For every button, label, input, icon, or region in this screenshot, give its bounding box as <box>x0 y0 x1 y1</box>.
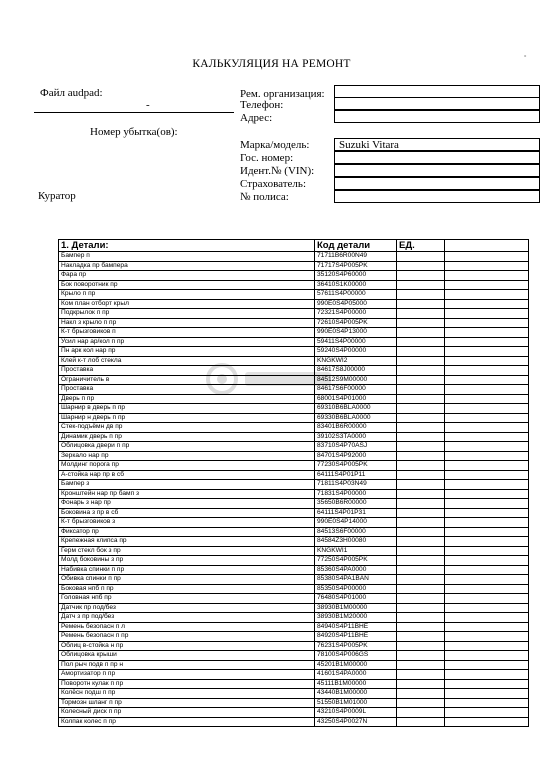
part-code-cell: 83401B6R00000 <box>315 423 397 433</box>
part-code-cell: 68001S4P01000 <box>315 394 397 404</box>
table-row <box>59 375 529 385</box>
part-name-cell: Фара пр <box>59 271 315 281</box>
insured-label: Страхователь: <box>240 178 306 190</box>
table-row <box>59 537 529 547</box>
part-name-cell: Облиц в-стойка н пр <box>59 641 315 651</box>
part-name-cell: Проставка <box>59 385 315 395</box>
table-row <box>59 651 529 661</box>
unit-cell <box>397 442 445 452</box>
extra-cell <box>445 252 529 262</box>
part-code-cell: 84701S4P92000 <box>315 451 397 461</box>
table-row <box>59 366 529 376</box>
table-row <box>59 451 529 461</box>
unit-cell <box>397 451 445 461</box>
extra-cell <box>445 546 529 556</box>
extra-cell <box>445 698 529 708</box>
unit-cell <box>397 356 445 366</box>
extra-cell <box>445 470 529 480</box>
part-name-cell: Молд боковины з пр <box>59 556 315 566</box>
table-row <box>59 556 529 566</box>
unit-cell <box>397 366 445 376</box>
part-name-cell: Ремень безопасн п пр <box>59 632 315 642</box>
extra-cell <box>445 423 529 433</box>
unit-cell <box>397 347 445 357</box>
unit-cell <box>397 271 445 281</box>
part-code-cell: 43440B1M00000 <box>315 689 397 699</box>
part-code-cell: 64111S4P01P11 <box>315 470 397 480</box>
part-code-cell: 38930B1M00000 <box>315 603 397 613</box>
extra-cell <box>445 280 529 290</box>
part-code-cell: 76480S4P01000 <box>315 594 397 604</box>
unit-cell <box>397 518 445 528</box>
header-part-code: Код детали <box>315 240 397 252</box>
extra-cell <box>445 318 529 328</box>
unit-cell <box>397 641 445 651</box>
table-row <box>59 489 529 499</box>
table-row <box>59 261 529 271</box>
part-name-cell: Кронштейн нар пр бамп з <box>59 489 315 499</box>
unit-cell <box>397 537 445 547</box>
part-code-cell: 85350S4P00000 <box>315 584 397 594</box>
unit-cell <box>397 698 445 708</box>
unit-cell <box>397 337 445 347</box>
part-code-cell: 69310B6BLA0000 <box>315 404 397 414</box>
part-code-cell: 84920S4P11BHE <box>315 632 397 642</box>
table-row <box>59 499 529 509</box>
unit-cell <box>397 290 445 300</box>
page-mark: ° <box>524 55 527 61</box>
table-row <box>59 413 529 423</box>
extra-cell <box>445 299 529 309</box>
extra-cell <box>445 461 529 471</box>
part-name-cell: Пол рыч подв п пр н <box>59 660 315 670</box>
extra-cell <box>445 717 529 727</box>
table-row <box>59 280 529 290</box>
part-name-cell: Фиксатор пр <box>59 527 315 537</box>
part-name-cell: Обивка спинки п пр <box>59 575 315 585</box>
table-row <box>59 660 529 670</box>
table-row <box>59 698 529 708</box>
extra-cell <box>445 337 529 347</box>
part-name-cell: Поворотн кулак п пр <box>59 679 315 689</box>
unit-cell <box>397 660 445 670</box>
extra-cell <box>445 556 529 566</box>
part-code-cell: 36410S1K00000 <box>315 280 397 290</box>
address-field[interactable] <box>334 110 540 123</box>
extra-cell <box>445 413 529 423</box>
part-code-cell: 64111S4P01P31 <box>315 508 397 518</box>
table-row <box>59 708 529 718</box>
part-name-cell: К-т брызговиков з <box>59 518 315 528</box>
part-name-cell: Бок поворотник пр <box>59 280 315 290</box>
table-row <box>59 584 529 594</box>
part-code-cell: 84513S6F00000 <box>315 527 397 537</box>
part-code-cell: 990E0S4P05000 <box>315 299 397 309</box>
part-code-cell: 71811S4P03N49 <box>315 480 397 490</box>
table-row <box>59 432 529 442</box>
header-unit: ЕД. <box>397 240 445 252</box>
part-code-cell: 59411S4P00000 <box>315 337 397 347</box>
table-row <box>59 603 529 613</box>
part-name-cell: Зеркало нар пр <box>59 451 315 461</box>
extra-cell <box>445 565 529 575</box>
part-code-cell: 990E0S4P14000 <box>315 518 397 528</box>
table-row <box>59 717 529 727</box>
part-name-cell: Накл з крыло п пр <box>59 318 315 328</box>
part-code-cell: 71717S4P005PK <box>315 261 397 271</box>
unit-cell <box>397 299 445 309</box>
unit-cell <box>397 632 445 642</box>
part-name-cell: Стек-подъёмн дв пр <box>59 423 315 433</box>
part-name-cell: Подкрылок п пр <box>59 309 315 319</box>
extra-cell <box>445 432 529 442</box>
part-name-cell: Пн арк кол нар пр <box>59 347 315 357</box>
part-code-cell: 71711B6R00N49 <box>315 252 397 262</box>
unit-cell <box>397 603 445 613</box>
extra-cell <box>445 660 529 670</box>
table-row <box>59 299 529 309</box>
part-code-cell: 990E0S4P13000 <box>315 328 397 338</box>
part-code-cell: 72610S4P005PK <box>315 318 397 328</box>
table-header-row <box>59 240 529 252</box>
table-row <box>59 518 529 528</box>
table-row <box>59 641 529 651</box>
unit-cell <box>397 261 445 271</box>
unit-cell <box>397 461 445 471</box>
extra-cell <box>445 271 529 281</box>
part-name-cell: Молдинг порога пр <box>59 461 315 471</box>
extra-cell <box>445 451 529 461</box>
model-label: Марка/модель: <box>240 139 310 151</box>
part-code-cell: 78100S4P006GS <box>315 651 397 661</box>
part-code-cell: KNGKWI2 <box>315 356 397 366</box>
part-name-cell: Проставка <box>59 366 315 376</box>
unit-cell <box>397 565 445 575</box>
part-code-cell: 72321S4P00000 <box>315 309 397 319</box>
part-name-cell: Крыло п пр <box>59 290 315 300</box>
part-name-cell: Клей к-т лоб стекла <box>59 356 315 366</box>
unit-cell <box>397 252 445 262</box>
part-name-cell: Дверь п пр <box>59 394 315 404</box>
part-code-cell: 45111B1M00000 <box>315 679 397 689</box>
part-code-cell: 51550B1M01000 <box>315 698 397 708</box>
unit-cell <box>397 556 445 566</box>
extra-cell <box>445 356 529 366</box>
unit-cell <box>397 328 445 338</box>
unit-cell <box>397 527 445 537</box>
unit-cell <box>397 404 445 414</box>
part-name-cell: Набивка спинки п пр <box>59 565 315 575</box>
parts-table-body <box>59 252 529 727</box>
part-code-cell: 84940S4P11BHE <box>315 622 397 632</box>
file-value: - <box>146 99 150 111</box>
extra-cell <box>445 394 529 404</box>
unit-cell <box>397 584 445 594</box>
extra-cell <box>445 641 529 651</box>
plate-label: Гос. номер: <box>240 152 294 164</box>
extra-cell <box>445 309 529 319</box>
part-name-cell: Облицовка крыши <box>59 651 315 661</box>
unit-cell <box>397 423 445 433</box>
part-code-cell: 57611S4P00000 <box>315 290 397 300</box>
part-name-cell: Облицовка двери п пр <box>59 442 315 452</box>
part-name-cell: А-стойка нар пр в сб <box>59 470 315 480</box>
extra-cell <box>445 575 529 585</box>
table-row <box>59 527 529 537</box>
extra-cell <box>445 347 529 357</box>
extra-cell <box>445 328 529 338</box>
table-row <box>59 356 529 366</box>
unit-cell <box>397 499 445 509</box>
part-name-cell: Шарнир в дверь п пр <box>59 404 315 414</box>
page-title: КАЛЬКУЛЯЦИЯ НА РЕМОНТ <box>192 58 351 70</box>
table-row <box>59 318 529 328</box>
part-code-cell: 85360S4PA0000 <box>315 565 397 575</box>
part-name-cell: Бампер п <box>59 252 315 262</box>
unit-cell <box>397 309 445 319</box>
part-code-cell: 77230S4P005PK <box>315 461 397 471</box>
extra-cell <box>445 537 529 547</box>
part-code-cell: 84584Z3H00080 <box>315 537 397 547</box>
unit-cell <box>397 717 445 727</box>
part-code-cell: 35650B6R00000 <box>315 499 397 509</box>
part-name-cell: Боковина з пр в сб <box>59 508 315 518</box>
vin-label: Идент.№ (VIN): <box>240 165 315 177</box>
part-code-cell: KNGKWI1 <box>315 546 397 556</box>
unit-cell <box>397 470 445 480</box>
table-row <box>59 613 529 623</box>
table-row <box>59 385 529 395</box>
extra-cell <box>445 679 529 689</box>
part-name-cell: Боковая нпб п пр <box>59 584 315 594</box>
table-row <box>59 546 529 556</box>
extra-cell <box>445 366 529 376</box>
unit-cell <box>397 613 445 623</box>
part-name-cell: Динамик дверь п пр <box>59 432 315 442</box>
unit-cell <box>397 689 445 699</box>
phone-label: Телефон: <box>240 99 284 111</box>
table-row <box>59 470 529 480</box>
table-row <box>59 622 529 632</box>
unit-cell <box>397 508 445 518</box>
extra-cell <box>445 651 529 661</box>
extra-cell <box>445 480 529 490</box>
part-name-cell: Шарнир н дверь п пр <box>59 413 315 423</box>
parts-table <box>58 239 529 727</box>
unit-cell <box>397 670 445 680</box>
extra-cell <box>445 375 529 385</box>
table-row <box>59 271 529 281</box>
part-code-cell: 84617S6F00000 <box>315 385 397 395</box>
table-row <box>59 337 529 347</box>
unit-cell <box>397 679 445 689</box>
part-code-cell: 45201B1M00000 <box>315 660 397 670</box>
part-code-cell: 71831S4P00000 <box>315 489 397 499</box>
extra-cell <box>445 489 529 499</box>
unit-cell <box>397 546 445 556</box>
part-name-cell: Герм стекл бок з пр <box>59 546 315 556</box>
part-name-cell: Колесный диск п пр <box>59 708 315 718</box>
table-row <box>59 423 529 433</box>
part-code-cell: 69330B6BLA0000 <box>315 413 397 423</box>
unit-cell <box>397 375 445 385</box>
part-name-cell: Ком план отборт крыл <box>59 299 315 309</box>
table-row <box>59 328 529 338</box>
insured-field[interactable] <box>334 177 540 190</box>
table-row <box>59 394 529 404</box>
extra-cell <box>445 518 529 528</box>
part-code-cell: 35120S4P60000 <box>315 271 397 281</box>
table-row <box>59 632 529 642</box>
unit-cell <box>397 413 445 423</box>
unit-cell <box>397 432 445 442</box>
unit-cell <box>397 318 445 328</box>
table-row <box>59 679 529 689</box>
unit-cell <box>397 622 445 632</box>
part-code-cell: 43210S4P0009L <box>315 708 397 718</box>
part-code-cell: 43250S4P0027N <box>315 717 397 727</box>
table-row <box>59 575 529 585</box>
curator-label: Куратор <box>38 190 76 202</box>
table-row <box>59 442 529 452</box>
extra-cell <box>445 290 529 300</box>
file-underline <box>34 112 234 113</box>
part-name-cell: Накладка пр бампера <box>59 261 315 271</box>
address-label: Адрес: <box>240 112 273 124</box>
extra-cell <box>445 708 529 718</box>
unit-cell <box>397 651 445 661</box>
table-row <box>59 461 529 471</box>
extra-cell <box>445 689 529 699</box>
part-code-cell: 84617S8J00000 <box>315 366 397 376</box>
plate-field[interactable] <box>334 151 540 164</box>
part-name-cell: Тормозн шланг п пр <box>59 698 315 708</box>
policy-field[interactable] <box>334 190 540 203</box>
extra-cell <box>445 442 529 452</box>
extra-cell <box>445 584 529 594</box>
table-row <box>59 404 529 414</box>
extra-cell <box>445 594 529 604</box>
part-code-cell: 84512S9M00000 <box>315 375 397 385</box>
extra-cell <box>445 632 529 642</box>
unit-cell <box>397 480 445 490</box>
part-name-cell: Ремень безопасн п л <box>59 622 315 632</box>
unit-cell <box>397 394 445 404</box>
part-name-cell: Крепежная клипса пр <box>59 537 315 547</box>
unit-cell <box>397 280 445 290</box>
extra-cell <box>445 404 529 414</box>
model-field[interactable]: Suzuki Vitara <box>334 138 540 151</box>
part-code-cell: 39102S3TA0000 <box>315 432 397 442</box>
part-name-cell: Бампер з <box>59 480 315 490</box>
part-code-cell: 76231S4P005PK <box>315 641 397 651</box>
unit-cell <box>397 489 445 499</box>
unit-cell <box>397 594 445 604</box>
part-name-cell: Ограничитель в <box>59 375 315 385</box>
table-row <box>59 347 529 357</box>
extra-cell <box>445 385 529 395</box>
vin-field[interactable] <box>334 164 540 177</box>
table-row <box>59 508 529 518</box>
extra-cell <box>445 603 529 613</box>
part-name-cell: Колпак колес п пр <box>59 717 315 727</box>
extra-cell <box>445 499 529 509</box>
part-name-cell: Датчик пр под/без <box>59 603 315 613</box>
table-row <box>59 594 529 604</box>
part-name-cell: Колёсн подш п пр <box>59 689 315 699</box>
part-code-cell: 59240S4P00000 <box>315 347 397 357</box>
table-row <box>59 252 529 262</box>
unit-cell <box>397 708 445 718</box>
extra-cell <box>445 261 529 271</box>
extra-cell <box>445 508 529 518</box>
part-code-cell: 83710S4P70ASJ <box>315 442 397 452</box>
part-code-cell: 85380S4PA1BAN <box>315 575 397 585</box>
table-row <box>59 565 529 575</box>
extra-cell <box>445 527 529 537</box>
table-row <box>59 480 529 490</box>
unit-cell <box>397 575 445 585</box>
table-row <box>59 670 529 680</box>
part-name-cell: Амортизатор п пр <box>59 670 315 680</box>
part-name-cell: Фонарь з нар пр <box>59 499 315 509</box>
header-extra <box>445 240 529 252</box>
table-row <box>59 290 529 300</box>
extra-cell <box>445 622 529 632</box>
table-row <box>59 309 529 319</box>
header-parts: 1. Детали: <box>59 240 315 252</box>
file-label: Файл audpad: <box>40 87 103 99</box>
part-code-cell: 41601S4PA0000 <box>315 670 397 680</box>
part-code-cell: 77250S4P005PK <box>315 556 397 566</box>
part-code-cell: 38930B1M20000 <box>315 613 397 623</box>
org-label: Рем. организация: <box>240 88 325 100</box>
extra-cell <box>445 613 529 623</box>
table-row <box>59 689 529 699</box>
part-name-cell: Головная нпб пр <box>59 594 315 604</box>
part-name-cell: Датч з пр под/без <box>59 613 315 623</box>
phone-field[interactable] <box>334 97 540 110</box>
extra-cell <box>445 670 529 680</box>
part-name-cell: Усил нар ар/кол п пр <box>59 337 315 347</box>
unit-cell <box>397 385 445 395</box>
policy-label: № полиса: <box>240 191 289 203</box>
part-name-cell: К-т брызговиков п <box>59 328 315 338</box>
loss-number-label: Номер убытка(ов): <box>90 126 178 138</box>
